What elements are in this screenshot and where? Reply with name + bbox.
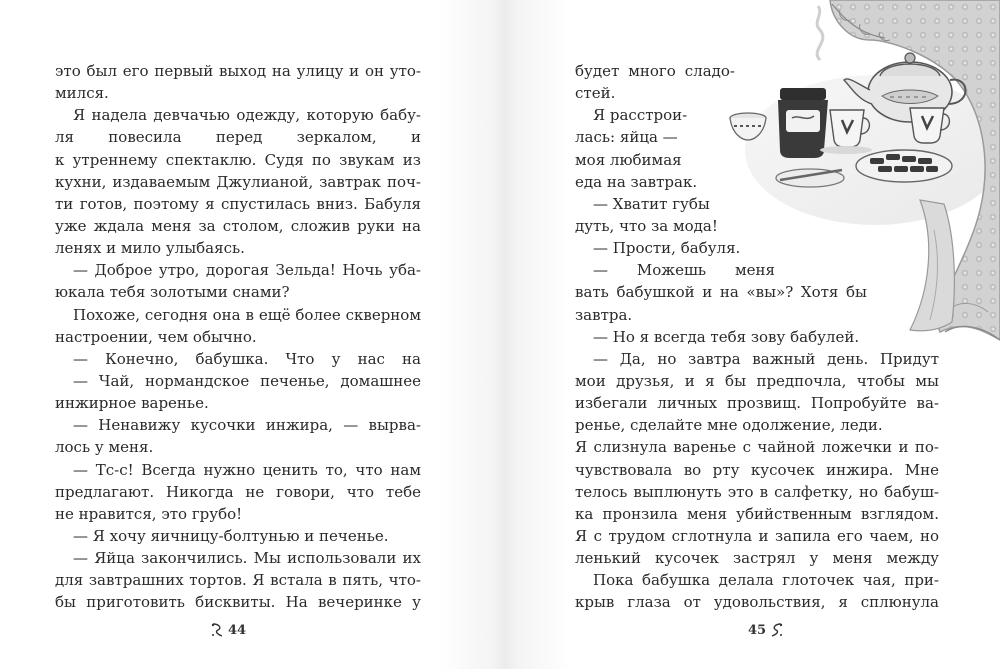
- left-page-text: [55, 60, 421, 614]
- text-line: дуть, что за мода!: [575, 216, 718, 235]
- text-line: уже ждала меня за столом, сложив руки на: [55, 216, 421, 235]
- text-line: — Тс-с! Всегда нужно ценить то, что нам: [73, 460, 421, 479]
- text-line: инжирное варенье.: [55, 394, 209, 413]
- text-line: — Конечно, бабушка. Что у нас на: [73, 349, 421, 368]
- text-line: бы приготовить бисквиты. На вечеринке у: [55, 593, 421, 612]
- right-page-number: [748, 622, 784, 638]
- text-line: — Чай, нормандское печенье, домашнее: [73, 371, 421, 390]
- text-line: — Но я всегда тебя зову бабулей.: [593, 327, 860, 346]
- right-page: [500, 0, 1000, 669]
- text-line: ка пронзила меня убийственным взглядом.: [575, 504, 939, 523]
- text-line: настроении, чем обычно.: [55, 327, 257, 346]
- text-line: Я надела девчачью одежду, которую бабу-: [73, 106, 421, 125]
- text-line: — Прости, бабуля.: [593, 239, 741, 258]
- right-page-number-text: 45: [748, 622, 767, 638]
- text-line: Я с трудом сглотнула и запила его чаем, но: [575, 526, 939, 545]
- text-line: Я слизнула варенье с чайной ложечки и по-: [575, 438, 939, 457]
- left-page-number-text: 44: [228, 622, 247, 638]
- text-line: Похоже, сегодня она в ещё более скверном: [73, 305, 421, 324]
- text-line: моя любимая: [575, 150, 682, 169]
- text-line: — Да, но завтра важный день. Придут: [593, 349, 939, 368]
- text-line: юкала тебя золотыми снами?: [55, 283, 290, 302]
- text-line: телось выплюнуть это в салфетку, но бабуш-: [575, 482, 939, 501]
- text-line: кухни, издаваемым Джулианой, завтрак поч-: [55, 172, 421, 191]
- text-line: — Я хочу яичницу-болтунью и печенье.: [73, 526, 389, 545]
- text-line: чувствовала во рту кусочек инжира. Мне: [575, 460, 939, 479]
- text-line: еда на завтрак.: [575, 172, 698, 191]
- text-line: это был его первый выход на улицу и он уто-: [55, 62, 421, 80]
- text-line: ля повесила перед зеркалом, и: [55, 128, 421, 147]
- text-line: мился.: [55, 84, 109, 103]
- text-line: стей.: [575, 84, 616, 103]
- text-line: — Ненавижу кусочки инжира, — вырва-: [73, 416, 421, 435]
- text-line: ленях и мило улыбаясь.: [55, 239, 245, 258]
- text-line: предлагают. Никогда не говори, что тебе: [55, 482, 421, 501]
- text-line: лась: яйца —: [575, 128, 678, 147]
- text-line: мои друзья, и я бы предпочла, чтобы мы: [575, 371, 939, 390]
- text-line: — Хватит губы: [593, 194, 710, 213]
- text-line: Я расстрои-: [593, 106, 688, 125]
- text-line: вать бабушкой и на «вы»? Хотя бы: [575, 283, 867, 302]
- text-line: завтра.: [575, 305, 633, 324]
- text-line: крыв глаза от удовольствия, я сплюнула: [575, 593, 939, 612]
- swirl-ornament-icon: [210, 622, 224, 638]
- left-page-number: [210, 622, 246, 638]
- right-page-text: [575, 60, 939, 614]
- text-line: — Можешь меня: [593, 261, 775, 280]
- text-line: — Яйца закончились. Мы использовали их: [73, 549, 421, 568]
- text-line: избегали личных прозвищ. Попробуйте ва-: [575, 394, 939, 413]
- text-line: Пока бабушка делала глоточек чая, при-: [593, 571, 939, 590]
- text-line: не нравится, это грубо!: [55, 504, 243, 523]
- text-line: для завтрашних тортов. Я встала в пять, что-: [55, 571, 421, 590]
- text-line: ти готов, поэтому я спустилась вниз. Бабуля: [55, 194, 421, 213]
- swirl-ornament-icon: [770, 622, 784, 638]
- text-line: — Доброе утро, дорогая Зельда! Ночь уба-: [73, 261, 421, 280]
- text-line: ленький кусочек застрял у меня между: [575, 549, 939, 568]
- text-line: ренье, сделайте мне одолжение, леди.: [575, 416, 883, 435]
- text-line: к утреннему спектаклю. Судя по звукам из: [55, 150, 421, 169]
- text-line: лось у меня.: [55, 438, 154, 457]
- text-line: будет много сладо-: [575, 62, 735, 80]
